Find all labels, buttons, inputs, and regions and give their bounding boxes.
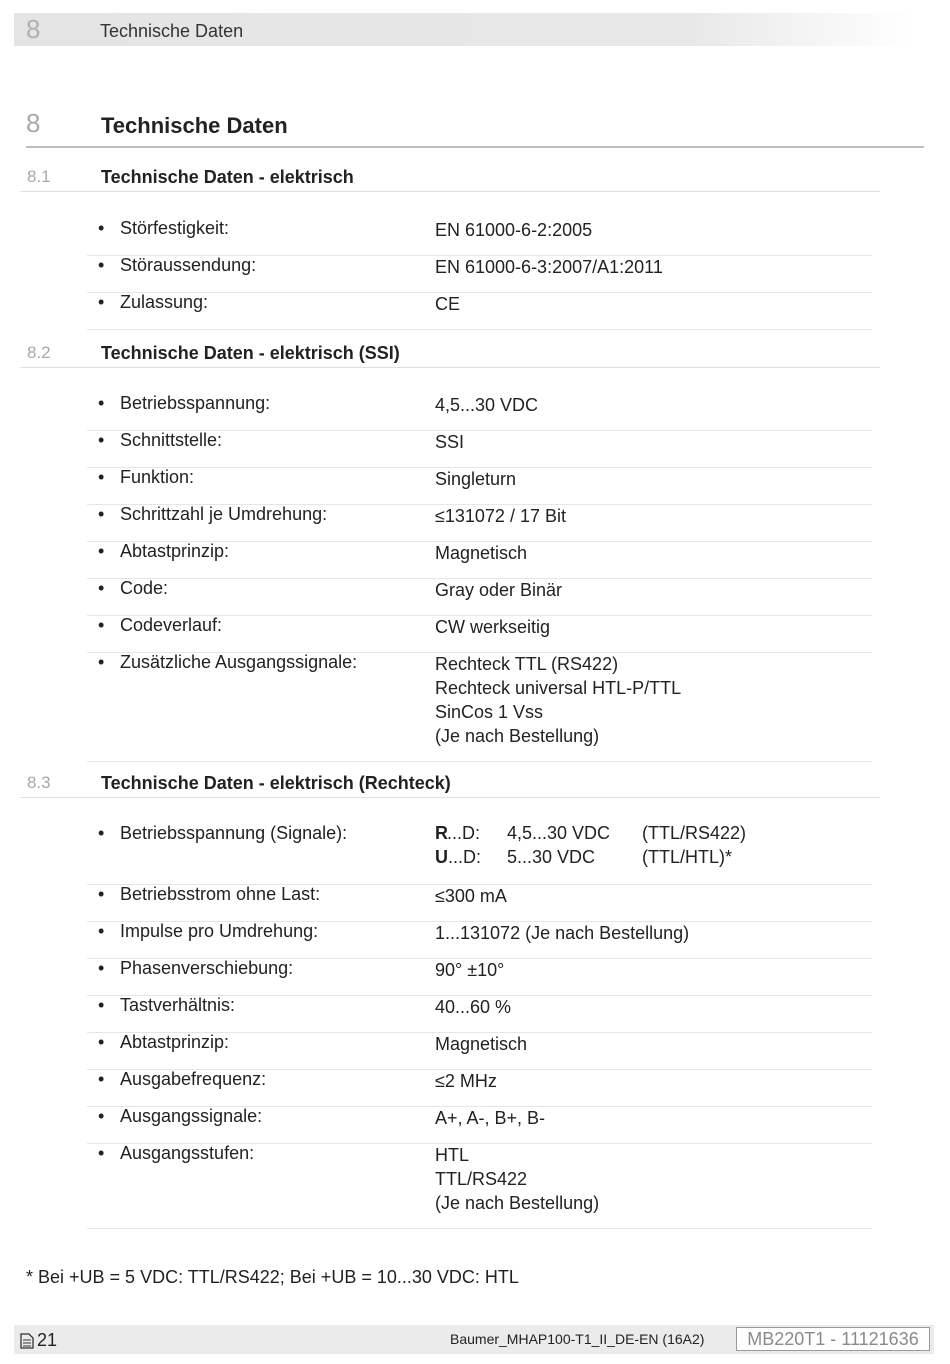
spec-label: Impulse pro Umdrehung: — [120, 921, 319, 941]
spec-value — [435, 884, 507, 908]
bullet: • — [98, 292, 105, 312]
bullet: • — [98, 578, 105, 598]
bullet: • — [98, 1143, 105, 1163]
spec-label: Betriebsspannung: — [120, 393, 271, 413]
spec-value — [435, 1069, 497, 1093]
spec-row — [87, 578, 872, 616]
spec-row — [87, 467, 872, 505]
spec-value-line: SinCos 1 Vss — [435, 702, 544, 722]
spec-value-line: 1...131072 (Je nach Bestellung) — [435, 923, 690, 943]
spec-value-line: (Je nach Bestellung) — [435, 726, 600, 746]
chapter-heading — [26, 108, 924, 148]
spec-value — [435, 467, 516, 491]
bullet: • — [98, 1106, 105, 1126]
footnote: * Bei +UB = 5 VDC: TTL/RS422; Bei +UB = 10...30 VDC: HTL — [26, 1267, 519, 1287]
spec-row — [87, 255, 872, 293]
spec-label: Störfestigkeit: — [120, 218, 230, 238]
spec-value-line: Rechteck universal HTL-P/TTL — [435, 678, 682, 698]
spec-label: Phasenverschiebung: — [120, 958, 294, 978]
bullet: • — [98, 652, 105, 672]
spec-row — [87, 393, 872, 431]
section-title: Technische Daten - elektrisch (Rechteck) — [101, 773, 451, 793]
spec-value-line: ≤2 MHz — [435, 1071, 497, 1091]
spec-value-line: ≤300 mA — [435, 886, 507, 906]
document-name: Baumer_MHAP100-T1_II_DE-EN (16A2) — [450, 1331, 705, 1347]
spec-label: Störaussendung: — [120, 255, 257, 275]
section-title: Technische Daten - elektrisch — [101, 167, 354, 187]
spec-label: Zulassung: — [120, 292, 209, 312]
signal-mode: (TTL/HTL)* — [642, 847, 732, 867]
spec-row — [87, 292, 872, 330]
spec-label: Funktion: — [120, 467, 195, 487]
spec-row — [87, 1106, 872, 1144]
spec-label: Abtastprinzip: — [120, 541, 230, 561]
page-number-text: 21 — [37, 1330, 58, 1350]
spec-row — [87, 884, 872, 922]
spec-value — [435, 393, 538, 417]
spec-value-line: SSI — [435, 432, 465, 452]
bullet: • — [98, 615, 105, 635]
section-heading — [20, 773, 880, 798]
signal-suffix: ...D: — [447, 823, 481, 843]
signal-mode: (TTL/RS422) — [642, 823, 747, 843]
running-header-title: Technische Daten — [100, 21, 244, 41]
spec-row — [87, 430, 872, 468]
spec-value-line: CW werkseitig — [435, 617, 551, 637]
spec-label: Ausgangsstufen: — [120, 1143, 255, 1163]
spec-value — [435, 995, 511, 1019]
spec-value — [435, 1032, 527, 1056]
spec-value-line: CE — [435, 294, 461, 314]
bullet: • — [98, 430, 105, 450]
spec-value — [435, 921, 689, 945]
signal-voltage: 5...30 VDC — [507, 847, 596, 867]
spec-value — [435, 578, 562, 602]
spec-label: Ausgabefrequenz: — [120, 1069, 267, 1089]
spec-value-line: Magnetisch — [435, 543, 528, 563]
document-code: MB220T1 - 11121636 — [736, 1327, 930, 1351]
spec-value-line: (Je nach Bestellung) — [435, 1193, 600, 1213]
spec-label: Schrittzahl je Umdrehung: — [120, 504, 328, 524]
spec-value — [435, 958, 504, 982]
spec-value-line: Singleturn — [435, 469, 517, 489]
spec-label: Codeverlauf: — [120, 615, 223, 635]
bullet: • — [98, 958, 105, 978]
spec-label: Tastverhältnis: — [120, 995, 236, 1015]
bullet: • — [98, 921, 105, 941]
spec-value-line: ≤131072 / 17 Bit — [435, 506, 566, 526]
spec-value — [435, 615, 550, 639]
spec-label: Zusätzliche Ausgangssignale: — [120, 652, 358, 672]
spec-value — [435, 1106, 545, 1130]
chapter-title: Technische Daten — [101, 113, 288, 138]
spec-value — [435, 652, 681, 748]
bullet: • — [98, 995, 105, 1015]
spec-value-line: EN 61000-6-2:2005 — [435, 220, 593, 240]
spec-value-line: HTL — [435, 1145, 470, 1165]
bullet: • — [98, 255, 105, 275]
page-number — [20, 1330, 57, 1351]
bullet: • — [98, 1069, 105, 1089]
running-header — [14, 13, 914, 46]
spec-label: Betriebsstrom ohne Last: — [120, 884, 321, 904]
section-title: Technische Daten - elektrisch (SSI) — [101, 343, 400, 363]
section-heading — [20, 167, 880, 192]
spec-value-line: A+, A-, B+, B- — [435, 1108, 546, 1128]
spec-label: Betriebsspannung (Signale): — [120, 823, 348, 843]
spec-value — [435, 541, 527, 565]
spec-value-line: TTL/RS422 — [435, 1169, 528, 1189]
spec-row — [87, 541, 872, 579]
running-header-chapter-number: 8 — [26, 14, 41, 44]
spec-row — [87, 218, 872, 256]
spec-label: Code: — [120, 578, 169, 598]
spec-row — [87, 995, 872, 1033]
spec-value-line: 40...60 % — [435, 997, 512, 1017]
bullet: • — [98, 218, 105, 238]
section-number: 8.3 — [27, 773, 51, 792]
bullet: • — [98, 541, 105, 561]
spec-value-line: EN 61000-6-3:2007/A1:2011 — [435, 257, 663, 277]
spec-label: Schnittstelle: — [120, 430, 223, 450]
section-number: 8.2 — [27, 343, 51, 362]
spec-label: Abtastprinzip: — [120, 1032, 230, 1052]
signal-letter: R — [435, 823, 448, 843]
document-icon — [20, 1333, 34, 1349]
bullet: • — [98, 884, 105, 904]
spec-value-line: Rechteck TTL (RS422) — [435, 654, 619, 674]
spec-row — [87, 615, 872, 653]
spec-value — [435, 292, 460, 316]
spec-value — [435, 218, 592, 242]
spec-value — [435, 430, 464, 454]
chapter-number: 8 — [26, 108, 41, 138]
bullet: • — [98, 467, 105, 487]
spec-label: Ausgangssignale: — [120, 1106, 263, 1126]
spec-value — [435, 504, 566, 528]
bullet: • — [98, 1032, 105, 1052]
spec-row — [87, 652, 872, 762]
signal-suffix: ...D: — [448, 847, 482, 867]
spec-value-line: Magnetisch — [435, 1034, 528, 1054]
section-number: 8.1 — [27, 167, 51, 186]
spec-row — [87, 1069, 872, 1107]
bullet: • — [98, 393, 105, 413]
spec-value — [435, 1143, 599, 1215]
spec-row — [87, 823, 872, 885]
spec-row — [87, 921, 872, 959]
signal-voltage: 4,5...30 VDC — [507, 823, 611, 843]
bullet: • — [98, 504, 105, 524]
spec-row — [87, 504, 872, 542]
spec-value-line: 4,5...30 VDC — [435, 395, 539, 415]
spec-value — [435, 255, 663, 279]
spec-row — [87, 1032, 872, 1070]
bullet: • — [98, 823, 105, 843]
page-footer — [14, 1325, 934, 1354]
spec-value-line: Gray oder Binär — [435, 580, 563, 600]
section-heading — [20, 343, 880, 368]
spec-row — [87, 958, 872, 996]
spec-row — [87, 1143, 872, 1229]
signal-letter: U — [435, 847, 448, 867]
spec-value-line: 90° ±10° — [435, 960, 505, 980]
